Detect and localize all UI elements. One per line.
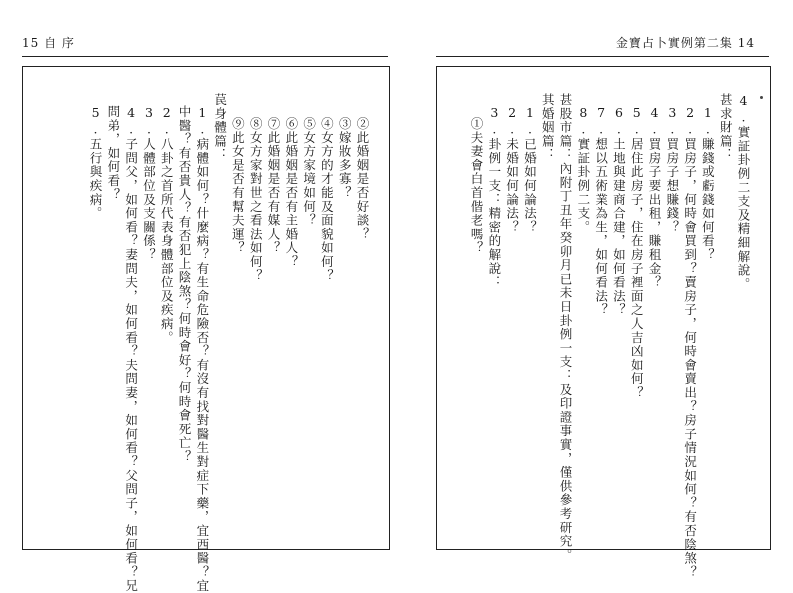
left-page-header: 15 自 序 [22,36,75,50]
right-page-header: 金寶占卜實例第二集 14 [615,36,755,50]
scan-speck [760,96,763,99]
right-header-rule [436,56,769,57]
right-page-line: 4.買房子要出租，賺租金？ [647,105,663,290]
right-page-text [467,93,752,580]
right-page-line: 5.居住此房子，住在房子裡面之人吉凶如何？ [629,105,645,400]
right-page-line: 8.實証卦例二支。 [575,105,591,235]
right-page-line: 1.已婚如何論法？ [522,105,538,235]
left-page-line: ②此婚姻是否好談？ [355,117,370,242]
left-page-line: ③嫁妝多寡？ [337,117,353,200]
left-page [22,66,390,593]
left-page-line: 4.子問父，如何看？妻問夫，如何看？夫問妻，如何看？父問子，如何看？兄 [123,105,139,593]
left-page-line: ④女方的才能及面貌如何？ [319,117,335,283]
right-page-line: 3.買房子想賺錢？ [664,105,680,235]
left-page-line: 1.病體如何？什麼病？有生命危險否？有沒有找對醫生對症下藥，宜西醫？宜 [194,105,210,593]
left-page-line: ⑨此女是否有幫夫運？ [230,117,246,255]
left-page-line: 問弟，如何看？ [105,105,121,202]
right-page-line: 2.買房子，何時會買到？賣房子，何時會賣出？房子情況如何？有否陰煞？ [682,105,698,580]
left-header-rule [22,56,388,57]
right-page-line: 2.未婚如何論法？ [504,105,520,235]
left-page-line: 2.八卦之首所代表身體部位及疾病。 [159,105,175,345]
right-page-line: 4.實証卦例二支及精細解說。 [736,93,751,292]
right-page-line: 甚求財篇： [718,93,734,162]
left-page-line: ⑥此婚姻是否有主婚人？ [283,117,299,269]
right-page-line: 1.賺錢或虧錢如何看？ [700,105,716,262]
left-page-line: ⑤女方家境如何？ [301,117,317,228]
right-page-line: 甚股市篇：內附丁丑年癸卯月已未日卦例一支：及印證事實，僅供參考研究。 [558,93,574,563]
right-page-line: 其婚姻篇： [540,93,556,162]
right-page-line: 6.土地與建商合建，如何看法？ [611,105,627,317]
left-page-line: 苠身體篇： [212,93,228,162]
left-page-line: 中醫？有否貴人？有否犯上陰煞？何時會好？何時會死亡？ [177,105,193,464]
left-page-line: 5.五行與疾病。 [88,105,104,221]
right-page-line: 7.想以五術業為生，如何看法？ [593,105,609,317]
right-page [436,66,771,580]
left-page-line: ⑦此婚姻是否有媒人？ [266,117,282,255]
left-page-line: ⑧女方家對世之看法如何？ [248,117,264,283]
right-page-line: ①夫妻會白首偕老嗎？ [469,117,485,255]
right-page-line: 3.卦例一支：精密的解說： [486,105,502,290]
left-page-line: 3.人體部位及支關係？ [141,105,157,262]
left-page-text [86,93,371,593]
